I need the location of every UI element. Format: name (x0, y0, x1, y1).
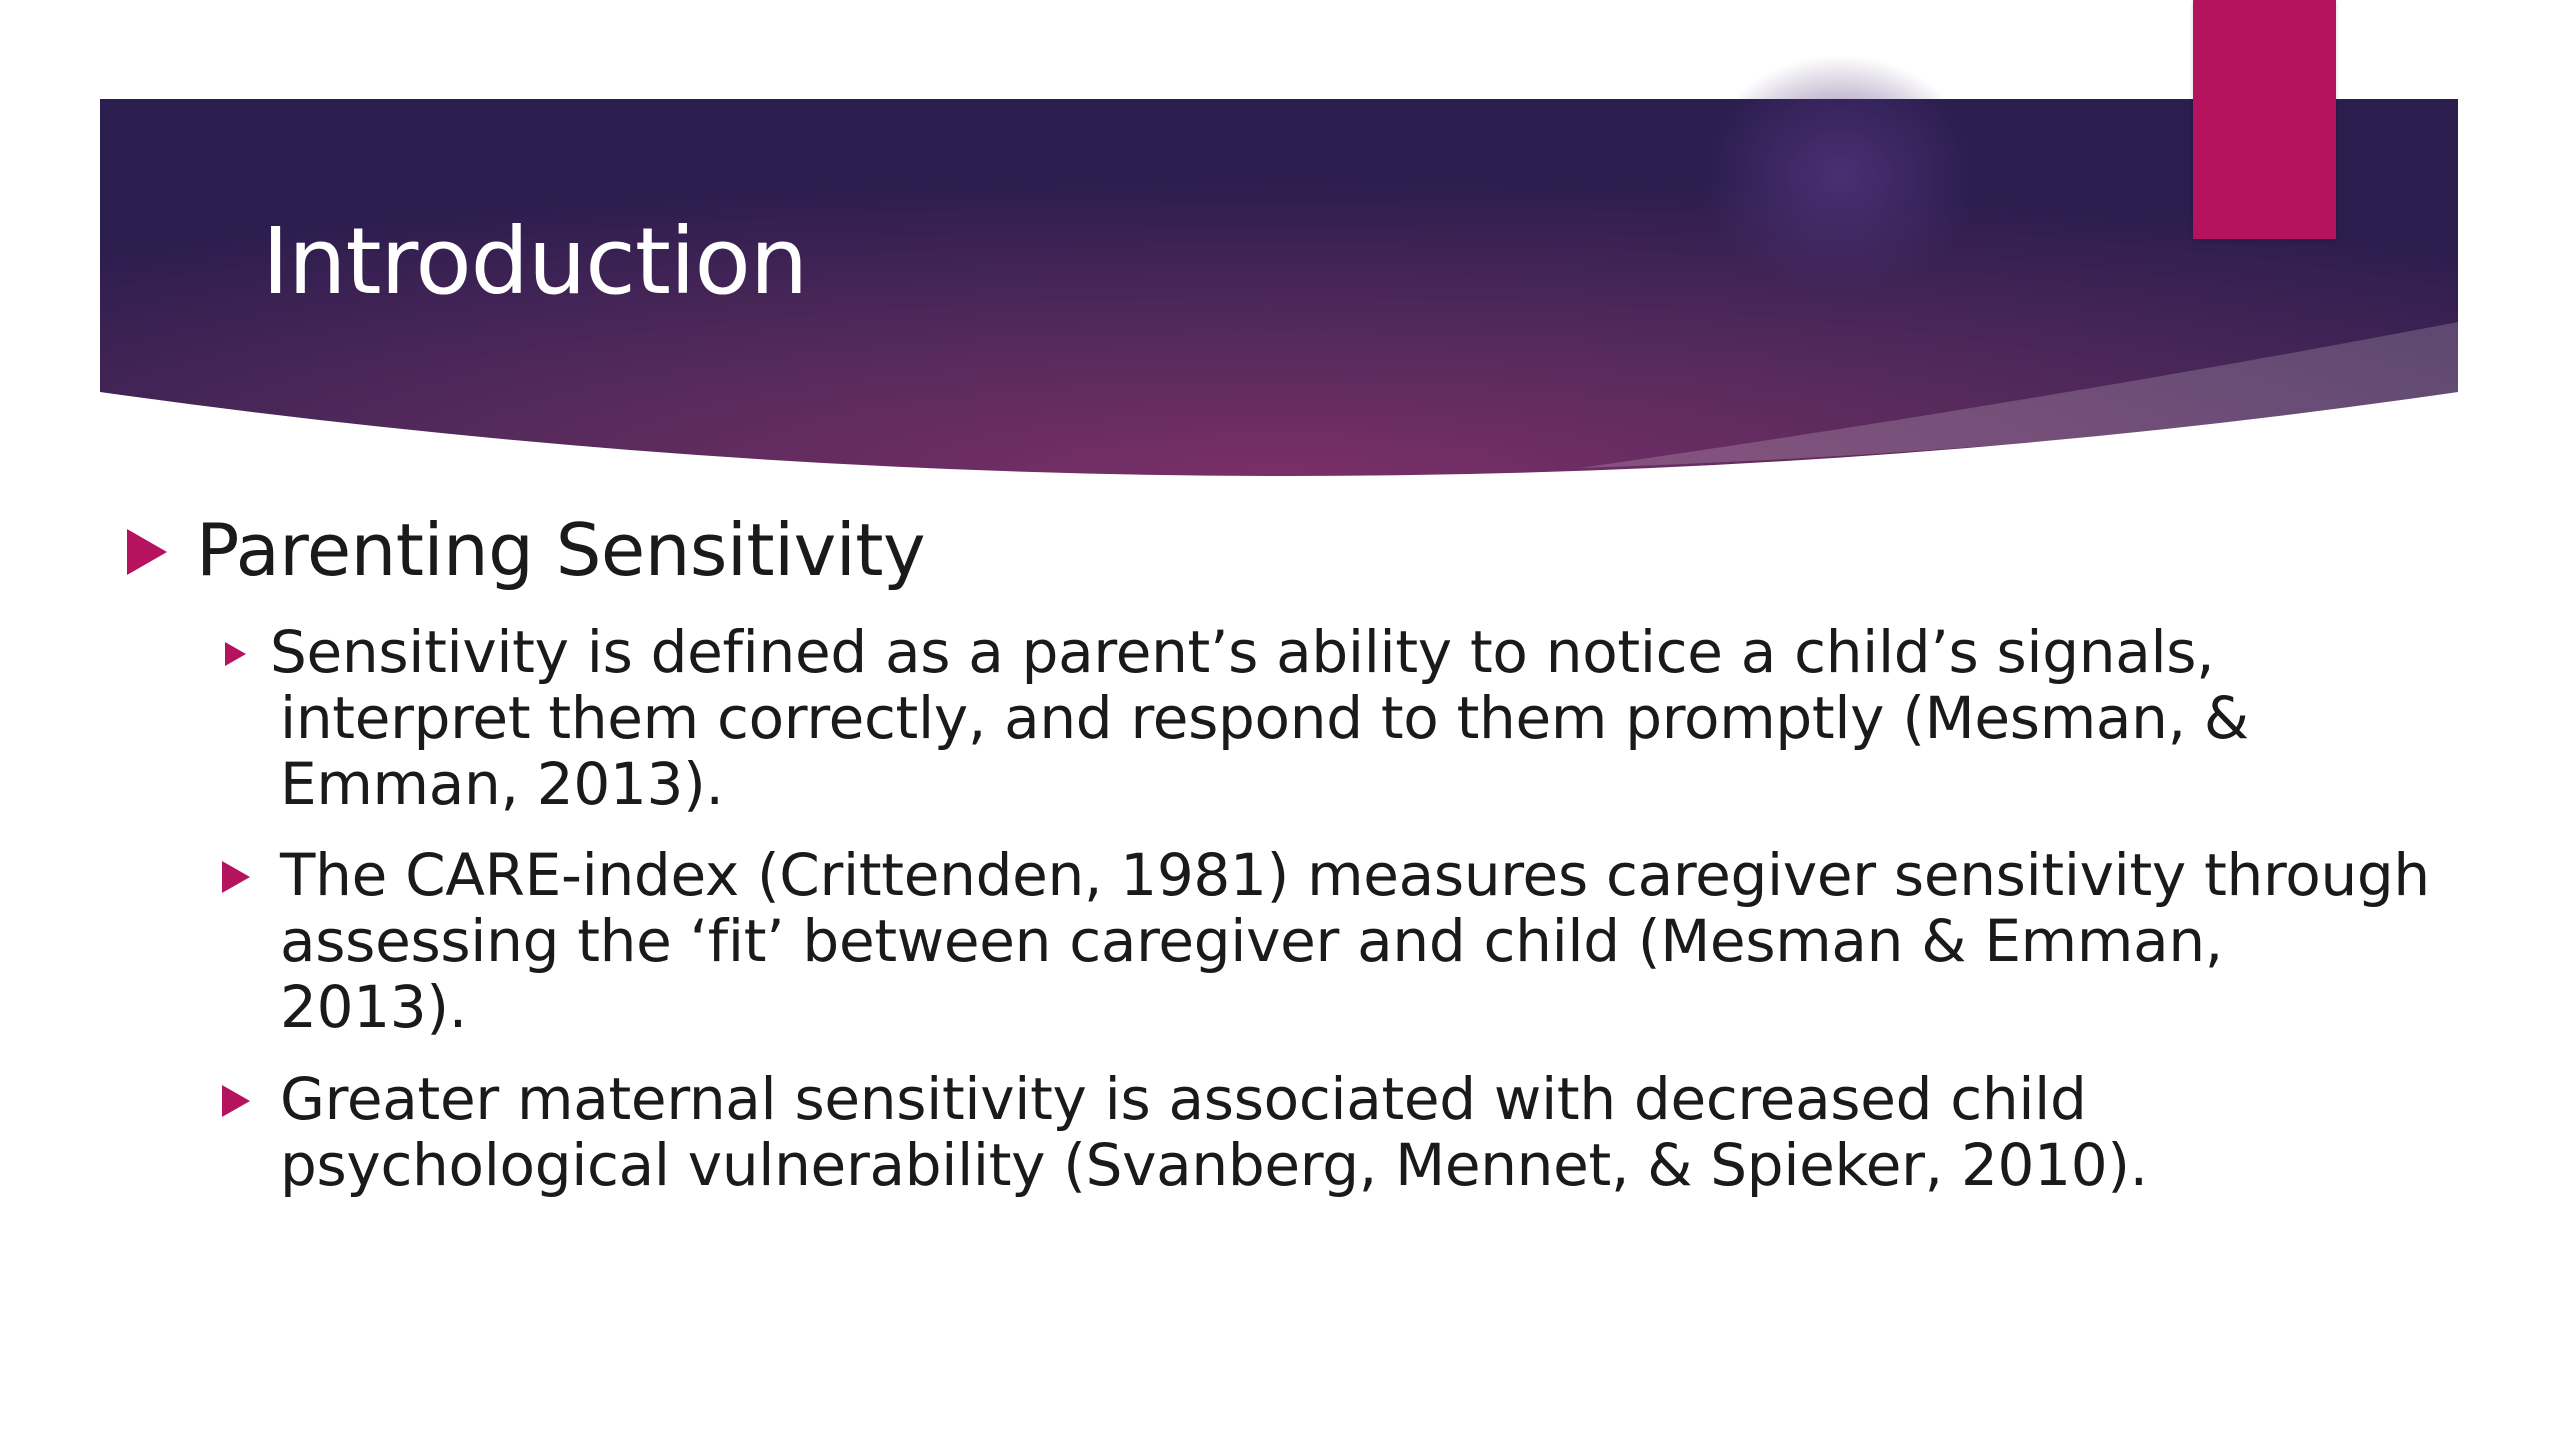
bullet-arrow-icon (222, 1085, 250, 1117)
text-line: 2013). (280, 973, 467, 1041)
text-line: Emman, 2013). (280, 750, 724, 818)
bullet-arrow-icon (222, 861, 250, 893)
slide-title: Introduction (262, 208, 808, 315)
text-line: The CARE-index (Crittenden, 1981) measures caregiver sensitivity through (280, 841, 2430, 909)
bullet-arrow-icon (127, 529, 167, 575)
heading-text: Parenting Sensitivity (196, 508, 926, 592)
text-line: assessing the ‘fit’ between caregiver and child (Mesman & Emman, (280, 907, 2223, 975)
sub-bullet-text (280, 842, 2460, 1040)
sub-bullet-text (280, 1066, 2460, 1198)
text-line: interpret them correctly, and respond to them promptly (Mesman, & (280, 684, 2249, 752)
text-line: psychological vulnerability (Svanberg, Mennet, & Spieker, 2010). (280, 1131, 2148, 1199)
bullet-arrow-icon (225, 642, 246, 666)
sub-bullet-text (270, 618, 2460, 818)
text-line: Greater maternal sensitivity is associated with decreased child (280, 1065, 2087, 1133)
text-line: Sensitivity is defined as a parent’s ability to notice a child’s signals, (270, 618, 2215, 686)
